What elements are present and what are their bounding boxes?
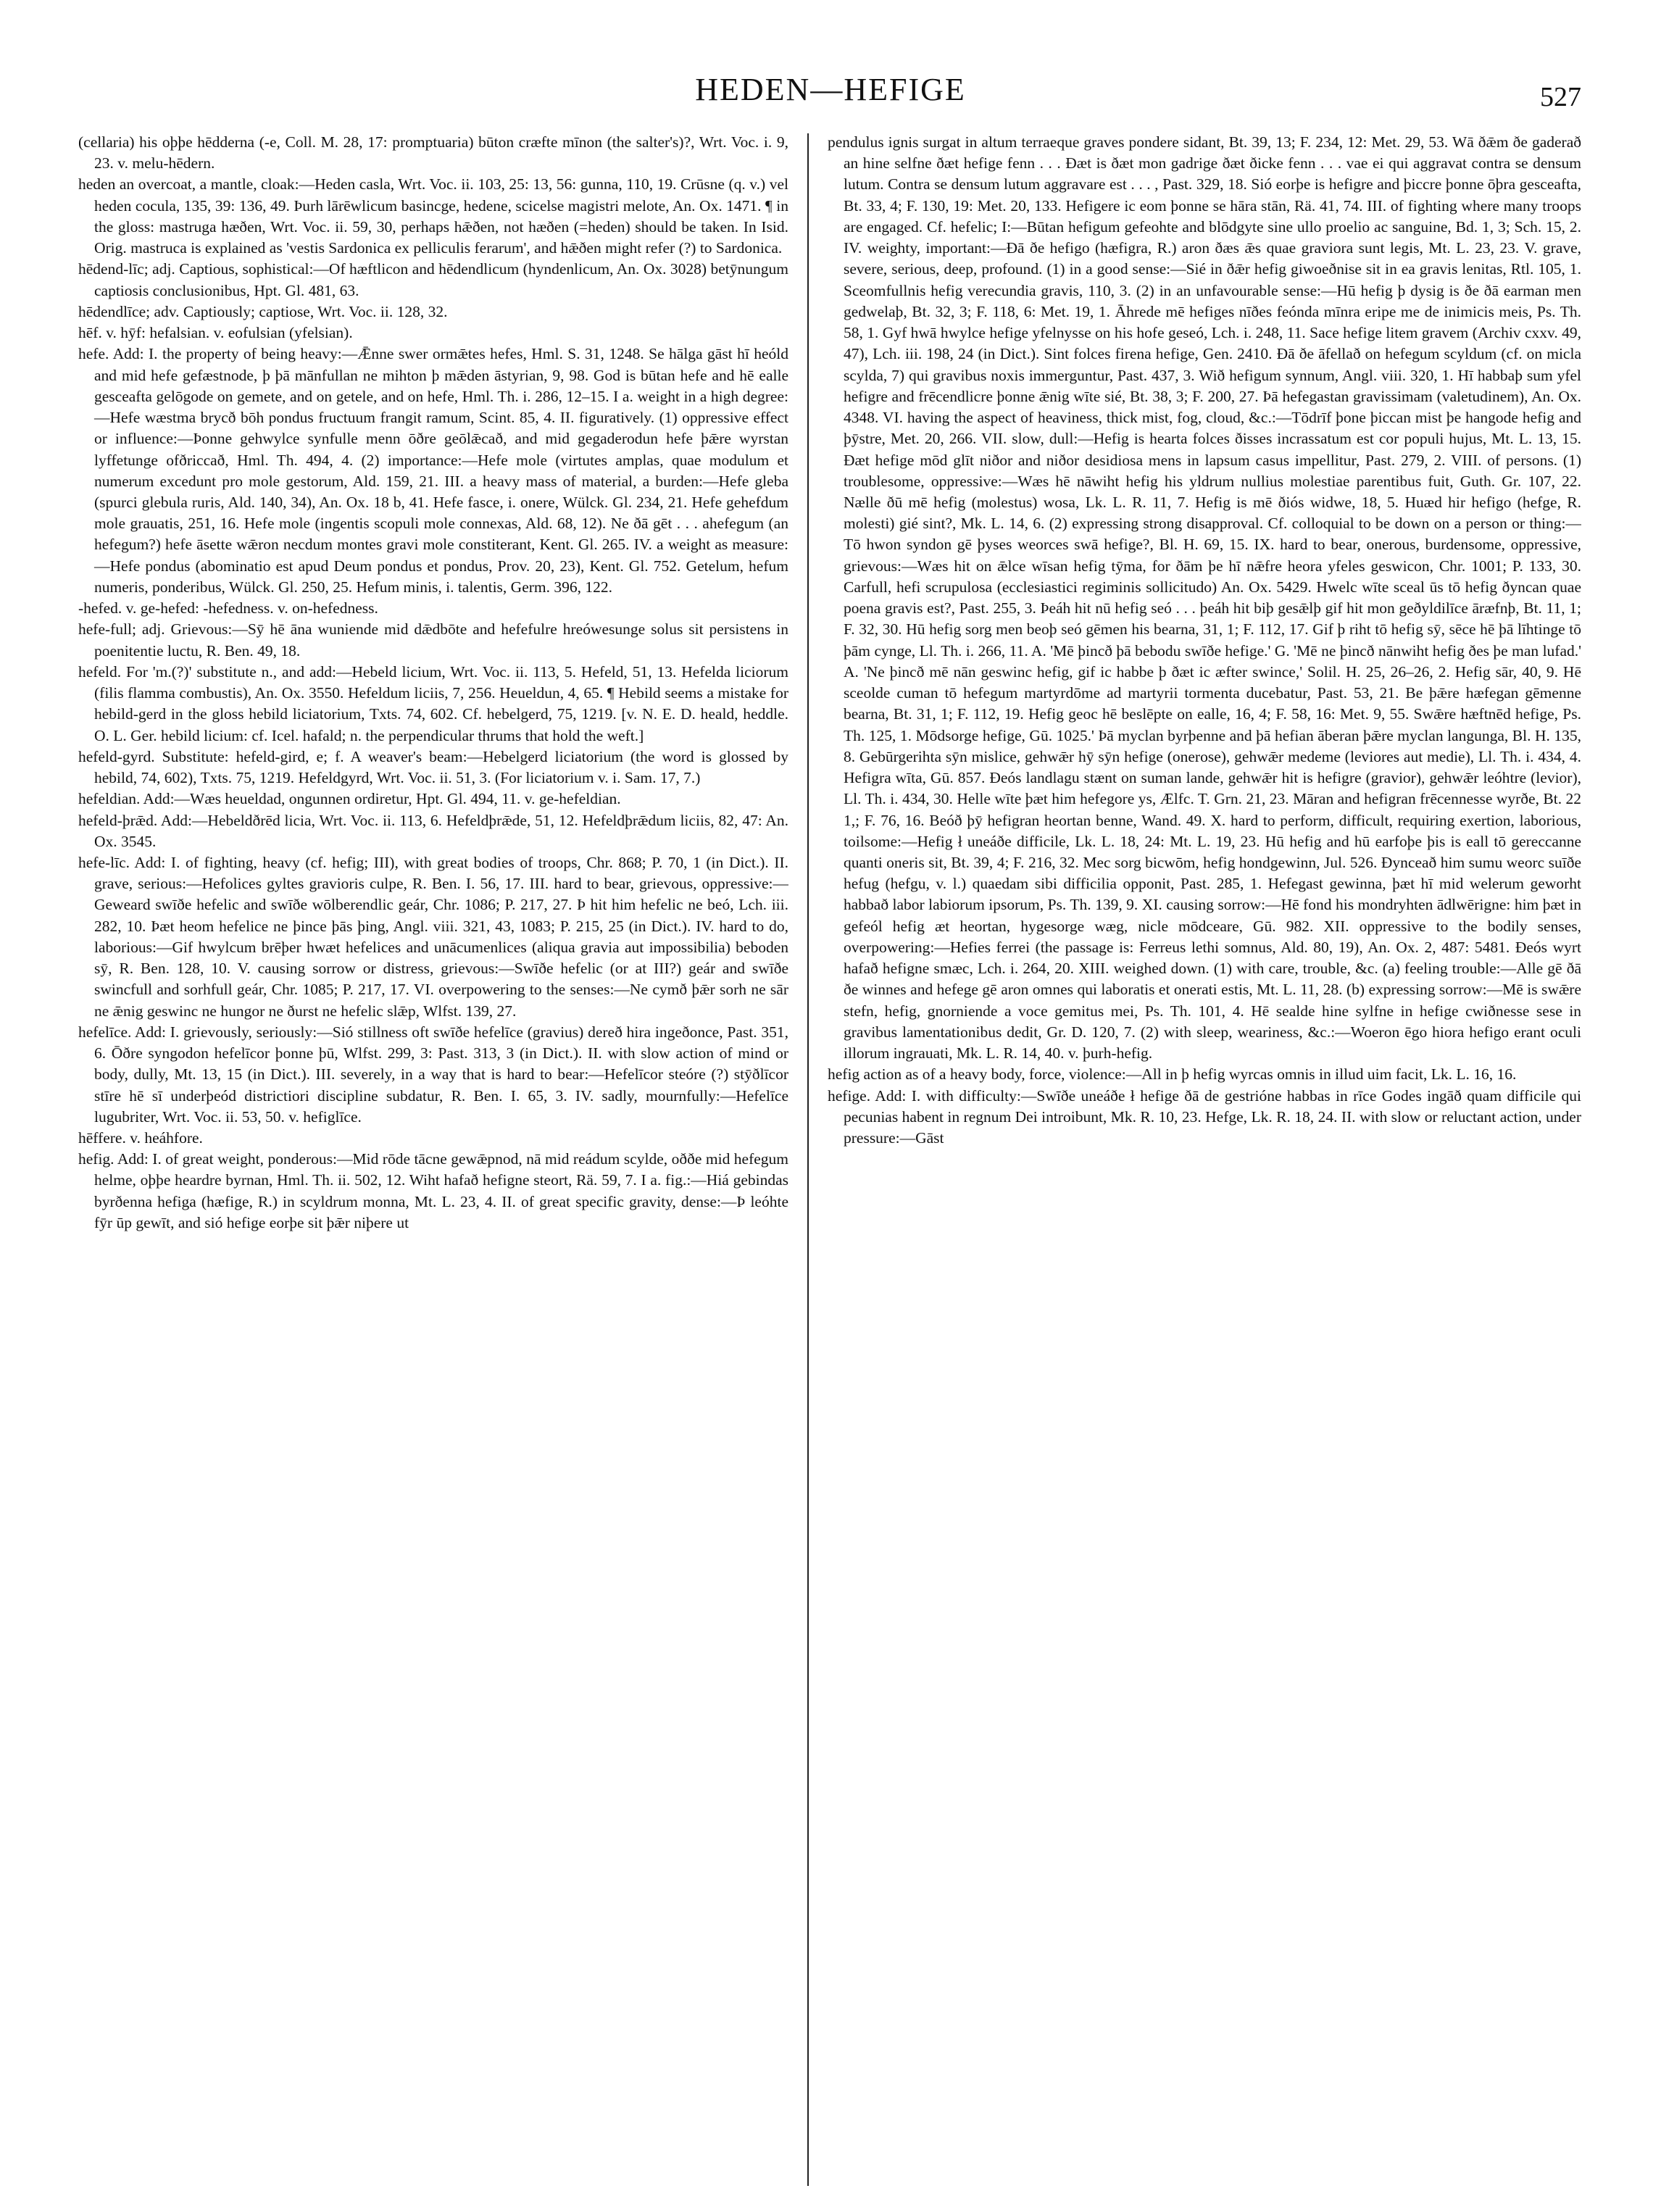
dictionary-entry: hefeld-gyrd. Substitute: hefeld-gird, e; f. A weaver's beam:—Hebelgerd liciatorium (the word is glossed by hebild, 74, 602), Txts. 75, 1219. Hefeldgyrd, Wrt. Voc. ii. 51, 3. (For liciatorium v. i. Sam. 17, 7.): [78, 747, 788, 787]
dictionary-entry: hefe-līc. Add: I. of fighting, heavy (cf. hefig; III), with great bodies of troops, Chr. 868; P. 70, 1 (in Dict.). II. grave, serious:—Hefolices gyltes gravioris culpe, R. Ben. I. 56, 17. III. hard to bear, grievous, oppressive:—Geweard swīðe hefelic and swīðe wōlberendlic geár, Chr. 1086; P. 217, 27. Þ hit him hefelic ne beó, Lch. iii. 282, 10. Þæt heom hefelice ne þince þās þing, Angl. viii. 321, 43, 1083; P. 215, 25 (in Dict.). IV. hard to do, laborious:—Gif hwylcum brēþer hwæt hefelices and unācumenlices (aliqua gravia aut impossibilia) beboden sȳ, R. Ben. 128, 10. V. causing sorrow or distress, grievous:—Swīðe hefelic (or at III?) geár and swīðe swincfull and sorhfull geár, Chr. 1085; P. 217, 17. VI. overpowering to the senses:—Ne cymð þǣr sorh ne sār ne ǣnig geswinc ne hungor ne ðurst ne hefelic slǣp, Wlfst. 139, 27.: [78, 853, 788, 1020]
dictionary-entry: hefeldian. Add:—Wæs heueldad, ongunnen ordiretur, Hpt. Gl. 494, 11. v. ge-hefeldian.: [78, 790, 621, 808]
dictionary-entry: hefig action as of a heavy body, force, violence:—All in þ hefig wyrcas omnis in illud uim facit, Lk. L. 16, 16.: [828, 1065, 1517, 1084]
dictionary-entry: hēffere. v. heáhfore.: [78, 1129, 203, 1147]
running-head: HEDEN—HEFIGE: [695, 72, 966, 107]
dictionary-entry: hefe-full; adj. Grievous:—Sȳ hē āna wuniende mid dǣdbōte and hefefulre hreówesunge solus sit persistens in poenitentie luctu, R. Ben. 49, 18.: [78, 620, 788, 660]
dictionary-entry: hefeld-þrǣd. Add:—Hebeldðrēd licia, Wrt. Voc. ii. 113, 6. Hefeldþrǣde, 51, 12. Hefeldþrǣdum liciis, 82, 47: An. Ox. 3545.: [78, 811, 788, 850]
dictionary-entry: hefig. Add: I. of great weight, ponderous:—Mid rōde tācne gewǣpnod, nā mid reádum scylde, oððe mid hefegum helme, oþþe heardre byrnan, Hml. Th. ii. 502, 12. Wiht hafað hefigne steort, Rä. 59, 7. I a. fig.:—Hiá gebindas byrðenna hefiga (hæfige, R.) in scyldrum monna, Mt. L. 23, 4. II. of great specific gravity, dense:—Þ leóhte fȳr ūp gewīt, and sió hefige eorþe sit þǣr niþere ut: [78, 1150, 788, 1231]
column-divider: [807, 133, 809, 2186]
page-number: 527: [1540, 82, 1581, 112]
dictionary-entry: hefelīce. Add: I. grievously, seriously:—Sió stillness oft swīðe hefelīce (gravius) dereð hira ingeðonce, Past. 351, 6. Ōðre syngodon hefelīcor þonne þū, Wlfst. 299, 3: Past. 313, 3 (in Dict.). II. with slow action of mind or body, dully, Mt. 13, 15 (in Dict.). III. severely, in a way that is hard to bear:—Hefelīcor steóre (?) stȳðlīcor stīre hē sī underþeód districtiori discipline subdatur, R. Ben. I. 65, 3. IV. sadly, mournfully:—Hefelīce lugubriter, Wrt. Voc. ii. 53, 50. v. hefiglīce.: [78, 1023, 788, 1126]
left-column: [78, 132, 788, 2183]
dictionary-entry: hēf. v. hȳf: hefalsian. v. eofulsian (yfelsian).: [78, 324, 353, 342]
dictionary-entry: pendulus ignis surgat in altum terraeque graves pondere sidant, Bt. 39, 13; F. 234, 12: Met. 29, 53. Wā ðǣm ðe gaderað an hine selfne ðæt hefige fenn . . . Ðæt is ðæt mon gadrige ðæt ðicke fenn . . . vae ei qui aggravat contra se densum lutum. Contra se densum lutum aggravare est . . . , Past. 329, 18. Sió eorþe is hefigre and þiccre þonne ōþra gesceafta, Bt. 33, 4; F. 130, 19: Met. 20, 133. Hefigere ic eom þonne se hāra stān, Rä. 41, 74. III. of fighting where many troops are engaged. Cf. hefelic; I:—Būtan hefigum gefeohte and blōdgyte sine ullo proelio ac sanguine, Bd. 1, 3; Sch. 15, 2. IV. weighty, important:—Ðā ðe hefigo (hæfigra, R.) aron ðæs ǣs quae graviora sunt legis, Mt. L. 23, 23. V. grave, severe, serious, deep, profound. (1) in a good sense:—Sié in ðǣr hefig giwoeðnise sit in ea gravis lenitas, Rtl. 105, 1. Sceomfullnis hefig verecundia gravis, 110, 3. (2) in an unfavourable sense:—Hū hefig þ dysig is ðe ðā earman men gedwelaþ, Bt. 32, 3; F. 118, 6: Met. 19, 1. Āhrede mē hefiges nīðes feónda mīnra eripe me de inimicis meis, Ps. Th. 58, 1. Gyf hwā hwylce hefige yfelnysse on his hofe geseó, Lch. i. 248, 11. Sace hefige litem gravem (Archiv cxxv. 49, 47), Lch. iii. 198, 24 (in Dict.). Sint folces firena hefige, Gen. 2410. Ðā ðe āfellað on hefegum scyldum (cf. on micla scylda, 7) qui gravibus noxis immerguntur, Past. 437, 3. Wið hefigum synnum, Angl. viii. 320, 1. Hī habbaþ sum yfel hefigre and frēcendlicre þonne ǣnig wīte sié, Bt. 38, 3; F. 200, 27. Þā hefegastan gravissimam (valetudinem), An. Ox. 4348. VI. having the aspect of heaviness, thick mist, fog, cloud, &c.:—Tōdrīf þone þiccan mist þe hangode hefig and þȳstre, Met. 20, 266. VII. slow, dull:—Hefig is hearta folces ðisses incrassatum est cor populi hujus, Mt. L. 13, 15. Ðæt hefige mōd glīt niðor and niðor desidiosa mens in lapsum casus impellitur, Past. 279, 2. VIII. of persons. (1) troublesome, oppressive:—Wæs hē nāwiht hefig his yldrum nullius molestiae parentibus fuit, Guth. Gr. 107, 22. Nælle ðū mē hefig (molestus) wosa, Lk. L. R. 11, 7. Hefig is mē ðiós widwe, 18, 5. Huæd hir hefigo (hefge, R. molesti) gié sint?, Mk. L. 14, 6. (2) expressing strong disapproval. Cf. colloquial to be down on a person or thing:—Tō hwon syndon gē þyses weorces swā hefige?, Bl. H. 69, 15. IX. hard to bear, onerous, burdensome, oppressive, grievous:—Wæs hit on ǣlce wīsan hefig tȳma, for ðām þe hī nǣfre heora yfeles geswicon, Chr. 1001; P. 133, 30. Carfull, hefi scrupulosa (ecclesiastici regiminis sollicitudo) An. Ox. 5429. Hwelc wīte sceal ūs tō hefig ðyncan quae poena gravis est?, Past. 255, 3. Þeáh hit nū hefig seó . . . þeáh hit biþ gesǣlþ gif hit mon geðyldilīce āræfnþ, Bt. 11, 1; F. 32, 30. Hū hefig sorg men beoþ seó gēmen his bearna, 31, 1; F. 112, 17. Gif þ riht tō hefig sȳ, sēce hē þā līhtinge tō þām cynge, Ll. Th. i. 266, 11. A. 'Mē þincð þā bebodu swīðe hefige.' G. 'Mē ne þincð nānwiht hefig ðes þe man lufad.' A. 'Ne þincð mē nān geswinc hefig, gif ic habbe þ ðæt ic æfter swince,' Solil. H. 25, 26–26, 2. Hefig sār, 40, 9. Hē sceolde cuman tō hefegum martyrdōme ad martyrii tormenta ducebatur, Past. 53, 21. Be þǣre hæfegan gēmenne bearna, Bt. 31, 1; F. 112, 19. Hefig geoc hē beslēpte on ealle, 16, 4; F. 58, 16: Met. 9, 55. Swǣre hæftnēd hefige, Ps. Th. 125, 1. Mōdsorge hefige, Gū. 1025.' Þā myclan byrþenne and þā hefian āberan þǣre myclan langunga, Bl. H. 135, 8. Gebūrgerihta sȳn mislice, gehwǣr hȳ sȳn hefige (onerose), gehwǣr medeme (leviores aut medie), Ll. Th. i. 434, 4. Hefigra wīta, Gū. 857. Ðeós landlagu stænt on suman lande, gehwǣr hit is hefigre (gravior), gehwǣr leóhtre (levior), Ll. Th. i. 434, 30. Helle wīte þæt him hefegore ys, Ælfc. T. Grn. 21, 23. Māran and hefigran frēcennesse wyrðe, Bt. 22 1,; F. 76, 16. Beóð þȳ hefigran heortan benne, Wand. 49. X. hard to perform, difficult, requiring exertion, laborious, toilsome:—Hefig ł uneáðe difficile, Lk. L. 18, 24: Mt. L. 19, 23. Hū hefig and hū earfoþe þis is eall tō gereccanne quanti oneris sit, Bt. 39, 4; F. 216, 32. Mec sorg bicwōm, hefig hondgewinn, Jul. 526. Ðynceað him sumu weorc suīðe hefug (hefgu, v. l.) quaedam sibi difficilia opponit, Past. 285, 1. Hefegast gewinna, þæt hī mid welerum geworht habbað labor labiorum ipsorum, Ps. Th. 139, 9. XI. causing sorrow:—Hē fond his mondryhten ādlwērigne: him þæt in gefeól hefig æt heortan, hygesorge wæg, nicle mōdceare, Gū. 982. XII. oppressive to the bodily senses, overpowering:—Hefies ferrei (the passage is: Ferreus lethi somnus, Ald. 80, 19), An. Ox. 2, 487: 5481. Ðeós wyrt hafað hefigne smæc, Lch. i. 264, 20. XIII. weighed down. (1) with care, trouble, &c. (a) feeling trouble:—Alle gē ðā ðe winnes and hefege gē aron omnes qui laboratis et onerati estis, Mt. L. 11, 28. (b) expressing sorrow:—Mē is swǣre stefn, hefig, gnorniende a voce gemitus mei, Ps. Th. 101, 4. Hē sealde hine sylfne in hefige cwiðnesse sese in gravibus lamentationibus dedit, Gr. D. 120, 7. (2) with sleep, weariness, &c.:—Woeron ēgo hiora hefigo erant oculi illorum ingrauati, Mk. L. R. 14, 40. v. þurh-hefig.: [828, 133, 1581, 1063]
right-column: [828, 132, 1581, 2183]
dictionary-entry: hēdend-līc; adj. Captious, sophistical:—Of hæftlicon and hēdendlicum (hyndenlicum, An. Ox. 3028) betȳnungum captiosis conclusionibus, Hpt. Gl. 481, 63.: [78, 260, 788, 299]
dictionary-entry: heden an overcoat, a mantle, cloak:—Heden casla, Wrt. Voc. ii. 103, 25: 13, 56: gunna, 110, 19. Crūsne (q. v.) vel heden cocula, 135, 39: 136, 49. Þurh lārēwlicum basincge, hedene, scicelse magistri melote, An. Ox. 1471. ¶ in the gloss: mastruga hæðen, Wrt. Voc. ii. 59, 30, perhaps hǣðen, not hæðen (=heden) should be taken. In Isid. Orig. mastruca is explained as 'vestis Sardonica ex pelliculis ferarum', and hǣðen might refer (?) to Sardonica.: [78, 175, 788, 257]
dictionary-entry: hefeld. For 'm.(?)' substitute n., and add:—Hebeld licium, Wrt. Voc. ii. 113, 5. Hefeld, 51, 13. Hefelda liciorum (filis flamma combustis), An. Ox. 3550. Hefeldum liciis, 7, 256. Heueldun, 4, 65. ¶ Hebild seems a mistake for hebild-gerd in the gloss hebild liciatorium, Txts. 74, 602. Cf. hebelgerd, 75, 1219. [v. N. E. D. heald, heddle. O. L. Ger. hebild licium: cf. Icel. hafald; n. the perpendicular thrums that hold the weft.]: [78, 662, 788, 744]
dictionary-entry: hefe. Add: I. the property of being heavy:—Ǣnne swer ormǣtes hefes, Hml. S. 31, 1248. Se hālga gāst hī heóld and mid hefe gefæstnode, þ þā mānfullan ne mihton þ mǣden āstyrian, 9, 98. God is būtan hefe and hē ealle gesceafta gelōgode on gemete, and on getele, and on hefe, Hml. Th. i. 286, 12–15. I a. weight in a high degree:—Hefe wæstma brycð bōh pondus fructuum frangit ramum, Scint. 85, 4. II. figuratively. (1) oppressive effect or influence:—Þonne gehwylce synfulle menn ōðre geōlǣcað, and mid gegaderodun hefe þǣre wyrstan lyffetunge ofðriccað, Hml. Th. 494, 4. (2) importance:—Hefe mole (virtutes amplas, quae modulum et numerum excedunt pro mole gestorum, Ald. 159, 21. III. a heavy mass of material, a burden:—Hefe gleba (spurci glebula ruris, Ald. 140, 34), An. Ox. 18 b, 41. Hefe fasce, i. onere, Wülck. Gl. 234, 21. Hefe gehefdum mole grauatis, 251, 16. Hefe mole (ingentis scopuli mole connexas, Ald. 68, 12). Ne ðā gēt . . . ahefegum (an hefegum?) hefe āsette wǣron necdum montes gravi mole constiterant, Kent. Gl. 265. IV. a weight as measure:—Hefe pondus (abominatio est apud Deum pondus et pondus, Prov. 20, 23), Kent. Gl. 752. Getelum, hefum numeris, ponderibus, Wülck. Gl. 250, 25. Hefum minis, i. talentis, Germ. 396, 122.: [78, 345, 788, 596]
dictionary-entry: -hefed. v. ge-hefed: -hefedness. v. on-hefedness.: [78, 599, 378, 618]
dictionary-entry: (cellaria) his oþþe hēdderna (-e, Coll. M. 28, 17: promptuaria) būton cræfte mīnon (the salter's)?, Wrt. Voc. i. 9, 23. v. melu-hēdern.: [78, 133, 788, 172]
dictionary-entry: hēdendlīce; adv. Captiously; captiose, Wrt. Voc. ii. 128, 32.: [78, 302, 448, 320]
dictionary-entry: hefige. Add: I. with difficulty:—Swīðe uneáðe ł hefige ðā de gestrióne habbas in rīce Godes ingāð quam difficile qui pecunias habent in regnum Dei introibunt, Mk. R. 10, 23. Hefge, Lk. R. 18, 24. II. with slow or reluctant action, under pressure:—Gāst: [828, 1086, 1581, 1147]
